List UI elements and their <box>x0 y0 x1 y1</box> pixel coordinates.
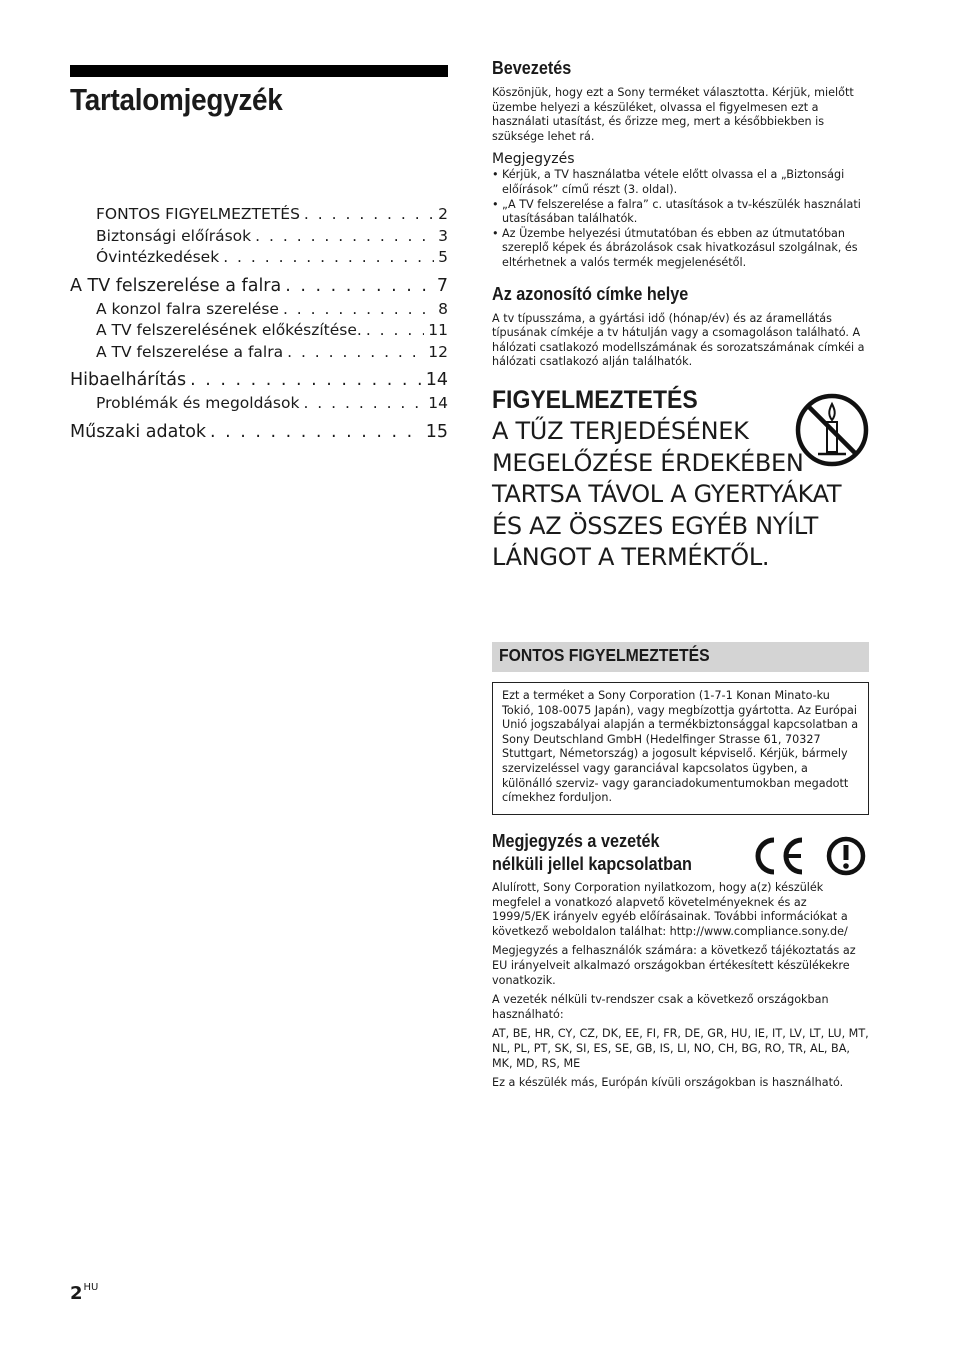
label-location-heading: Az azonosító címke helye <box>492 283 689 304</box>
note-item: • Az Üzembe helyezési útmutatóban és ebben az útmutatóban szereplő képek és ábrázolások csak hivatkozásul szolgálnak, és eltérhetnek a valós termék megjelenésétől. <box>492 227 870 271</box>
country-list: AT, BE, HR, CY, CZ, DK, EE, FI, FR, DE, GR, HU, IE, IT, LV, LT, LU, MT, NL, PL, PT, SK, SI, ES, SE, GB, IS, LI, NO, CH, BG, RO, TR, AL, BA, MK, MD, RS, ME <box>492 1027 869 1070</box>
toc-entry-page: 15 <box>425 421 448 442</box>
warning-heading: FIGYELMEZTETÉS <box>492 386 698 414</box>
toc-entry-page: 14 <box>425 370 448 390</box>
toc-entry[interactable] <box>96 300 448 322</box>
warning-body: A TŰZ TERJEDÉSÉNEK MEGELŐZÉSE ÉRDEKÉBEN TARTSA TÁVOL A GYERTYÁKAT ÉS AZ ÖSSZES EGYÉB NYÍLT LÁNGOT A TERMÉKTŐL. <box>492 417 842 572</box>
page-title: Tartalomjegyzék <box>70 82 283 117</box>
no-candle-icon <box>794 392 870 468</box>
toc-entry-label: Műszaki adatok <box>70 421 207 442</box>
toc-entry-label: Biztonsági előírások <box>96 226 252 245</box>
toc-entry[interactable] <box>70 370 448 394</box>
intro-section <box>492 58 870 370</box>
page-lang: HU <box>83 1282 99 1293</box>
toc-entry-page: 2 <box>438 205 448 223</box>
wireless-paragraph: Megjegyzés a felhasználók számára: a következő tájékoztatás az EU irányelveit alkalmazó országokban értékesített készülékekre vonatkozik. <box>492 944 856 987</box>
intro-paragraph: Köszönjük, hogy ezt a Sony terméket választotta. Kérjük, mielőtt üzembe helyezi a készüléket, olvassa el figyelmesen ezt a használati utasítást, és őrizze meg, mert a későbbiekben is szüksége lehet rá. <box>492 86 854 143</box>
toc-entry[interactable] <box>96 205 448 227</box>
toc-entry-page: 7 <box>436 275 448 296</box>
manufacturer-box <box>492 682 869 815</box>
wireless-heading-line1: Megjegyzés a vezeték <box>492 831 660 851</box>
toc-entry[interactable] <box>96 321 448 343</box>
toc-entry[interactable] <box>96 343 448 365</box>
toc-entry-page: 11 <box>428 321 448 339</box>
alert-circle-icon <box>829 839 863 873</box>
page-number-value: 2 <box>70 1283 83 1304</box>
toc-entry[interactable] <box>96 227 448 249</box>
label-location-paragraph: A tv típusszáma, a gyártási idő (hónap/év) és az áramellátás típusának címkéje a tv hátulján vagy a csomagoláson található. A hálózati csatlakozó modellszámának és sorozatszámának címkéi a hálózati csatlakozó alján találhatók. <box>492 311 865 369</box>
toc-entry-page: 14 <box>428 394 448 412</box>
wireless-paragraph: Alulírott, Sony Corporation nyilatkozom, hogy a(z) készülék megfelel a vonatkozó alapvető követelményeknek és az 1999/5/EK irányelv egyéb előírásainak. További információkat a következő weboldalon találhat: http://www.compliance.sony.de/ <box>492 881 848 938</box>
wireless-paragraph: Ez a készülék más, Európán kívüli országokban is használható. <box>492 1076 844 1090</box>
toc-entry-label: A TV felszerelésének előkészítése. <box>96 321 362 339</box>
toc-entry-page: 12 <box>428 342 448 361</box>
title-rule <box>70 65 448 77</box>
toc-entry[interactable] <box>70 276 448 300</box>
wireless-section <box>492 830 870 1091</box>
toc-entry-label: A TV felszerelése a falra <box>70 275 282 296</box>
intro-heading: Bevezetés <box>492 58 572 78</box>
toc-entry-page: 5 <box>438 248 448 266</box>
toc-entry-label: Óvintézkedések <box>96 248 220 266</box>
toc-entry[interactable] <box>96 248 448 270</box>
toc-entry-label: A TV felszerelése a falra <box>96 342 284 361</box>
important-heading: FONTOS FIGYELMEZTETÉS <box>499 645 710 665</box>
toc-entry-page: 3 <box>438 226 448 245</box>
important-heading-bar <box>492 642 869 672</box>
toc-list <box>70 205 448 446</box>
note-item: • „A TV felszerelése a falra” c. utasítások a tv-készülék használati utasításában találhatók. <box>492 198 870 227</box>
toc-entry[interactable] <box>96 394 448 416</box>
toc-entry-label: Problémák és megoldások <box>96 394 300 412</box>
wireless-heading-line2: nélküli jellel kapcsolatban <box>492 854 692 874</box>
ce-mark-icon <box>748 836 866 876</box>
note-heading: Megjegyzés <box>492 151 575 168</box>
manufacturer-text: Ezt a terméket a Sony Corporation (1-7-1 Konan Minato-ku Tokió, 108-0075 Japán), vagy megbízottja gyártotta. Az Európai Unió jogszabályai alapján a termékbiztonsággal kapcsolatban a Sony Deutschland GmbH (Hedelfinger Strasse 61, 70327 Stuttgart, Németország) a jogosult képviselő. Kérjük, bármely szervizeléssel vagy garanciával kapcsolatos ügyben, a különálló szerviz- vagy garanciadokumentumokban megadott címekhez forduljon. <box>502 689 859 805</box>
toc-entry-label: FONTOS FIGYELMEZTETÉS <box>96 205 300 223</box>
toc-entry[interactable] <box>70 422 448 446</box>
toc-entry-page: 8 <box>438 299 448 318</box>
fire-warning <box>492 384 870 574</box>
note-item: • Kérjük, a TV használatba vétele előtt olvassa el a „Biztonsági előírások” című részt (3. oldal). <box>492 168 870 197</box>
toc-entry-label: Hibaelhárítás <box>70 370 187 390</box>
note-list <box>492 168 870 270</box>
toc-entry-label: A konzol falra szerelése <box>96 299 279 318</box>
page-number <box>70 1282 98 1304</box>
wireless-paragraph: A vezeték nélküli tv-rendszer csak a következő országokban használható: <box>492 993 829 1021</box>
